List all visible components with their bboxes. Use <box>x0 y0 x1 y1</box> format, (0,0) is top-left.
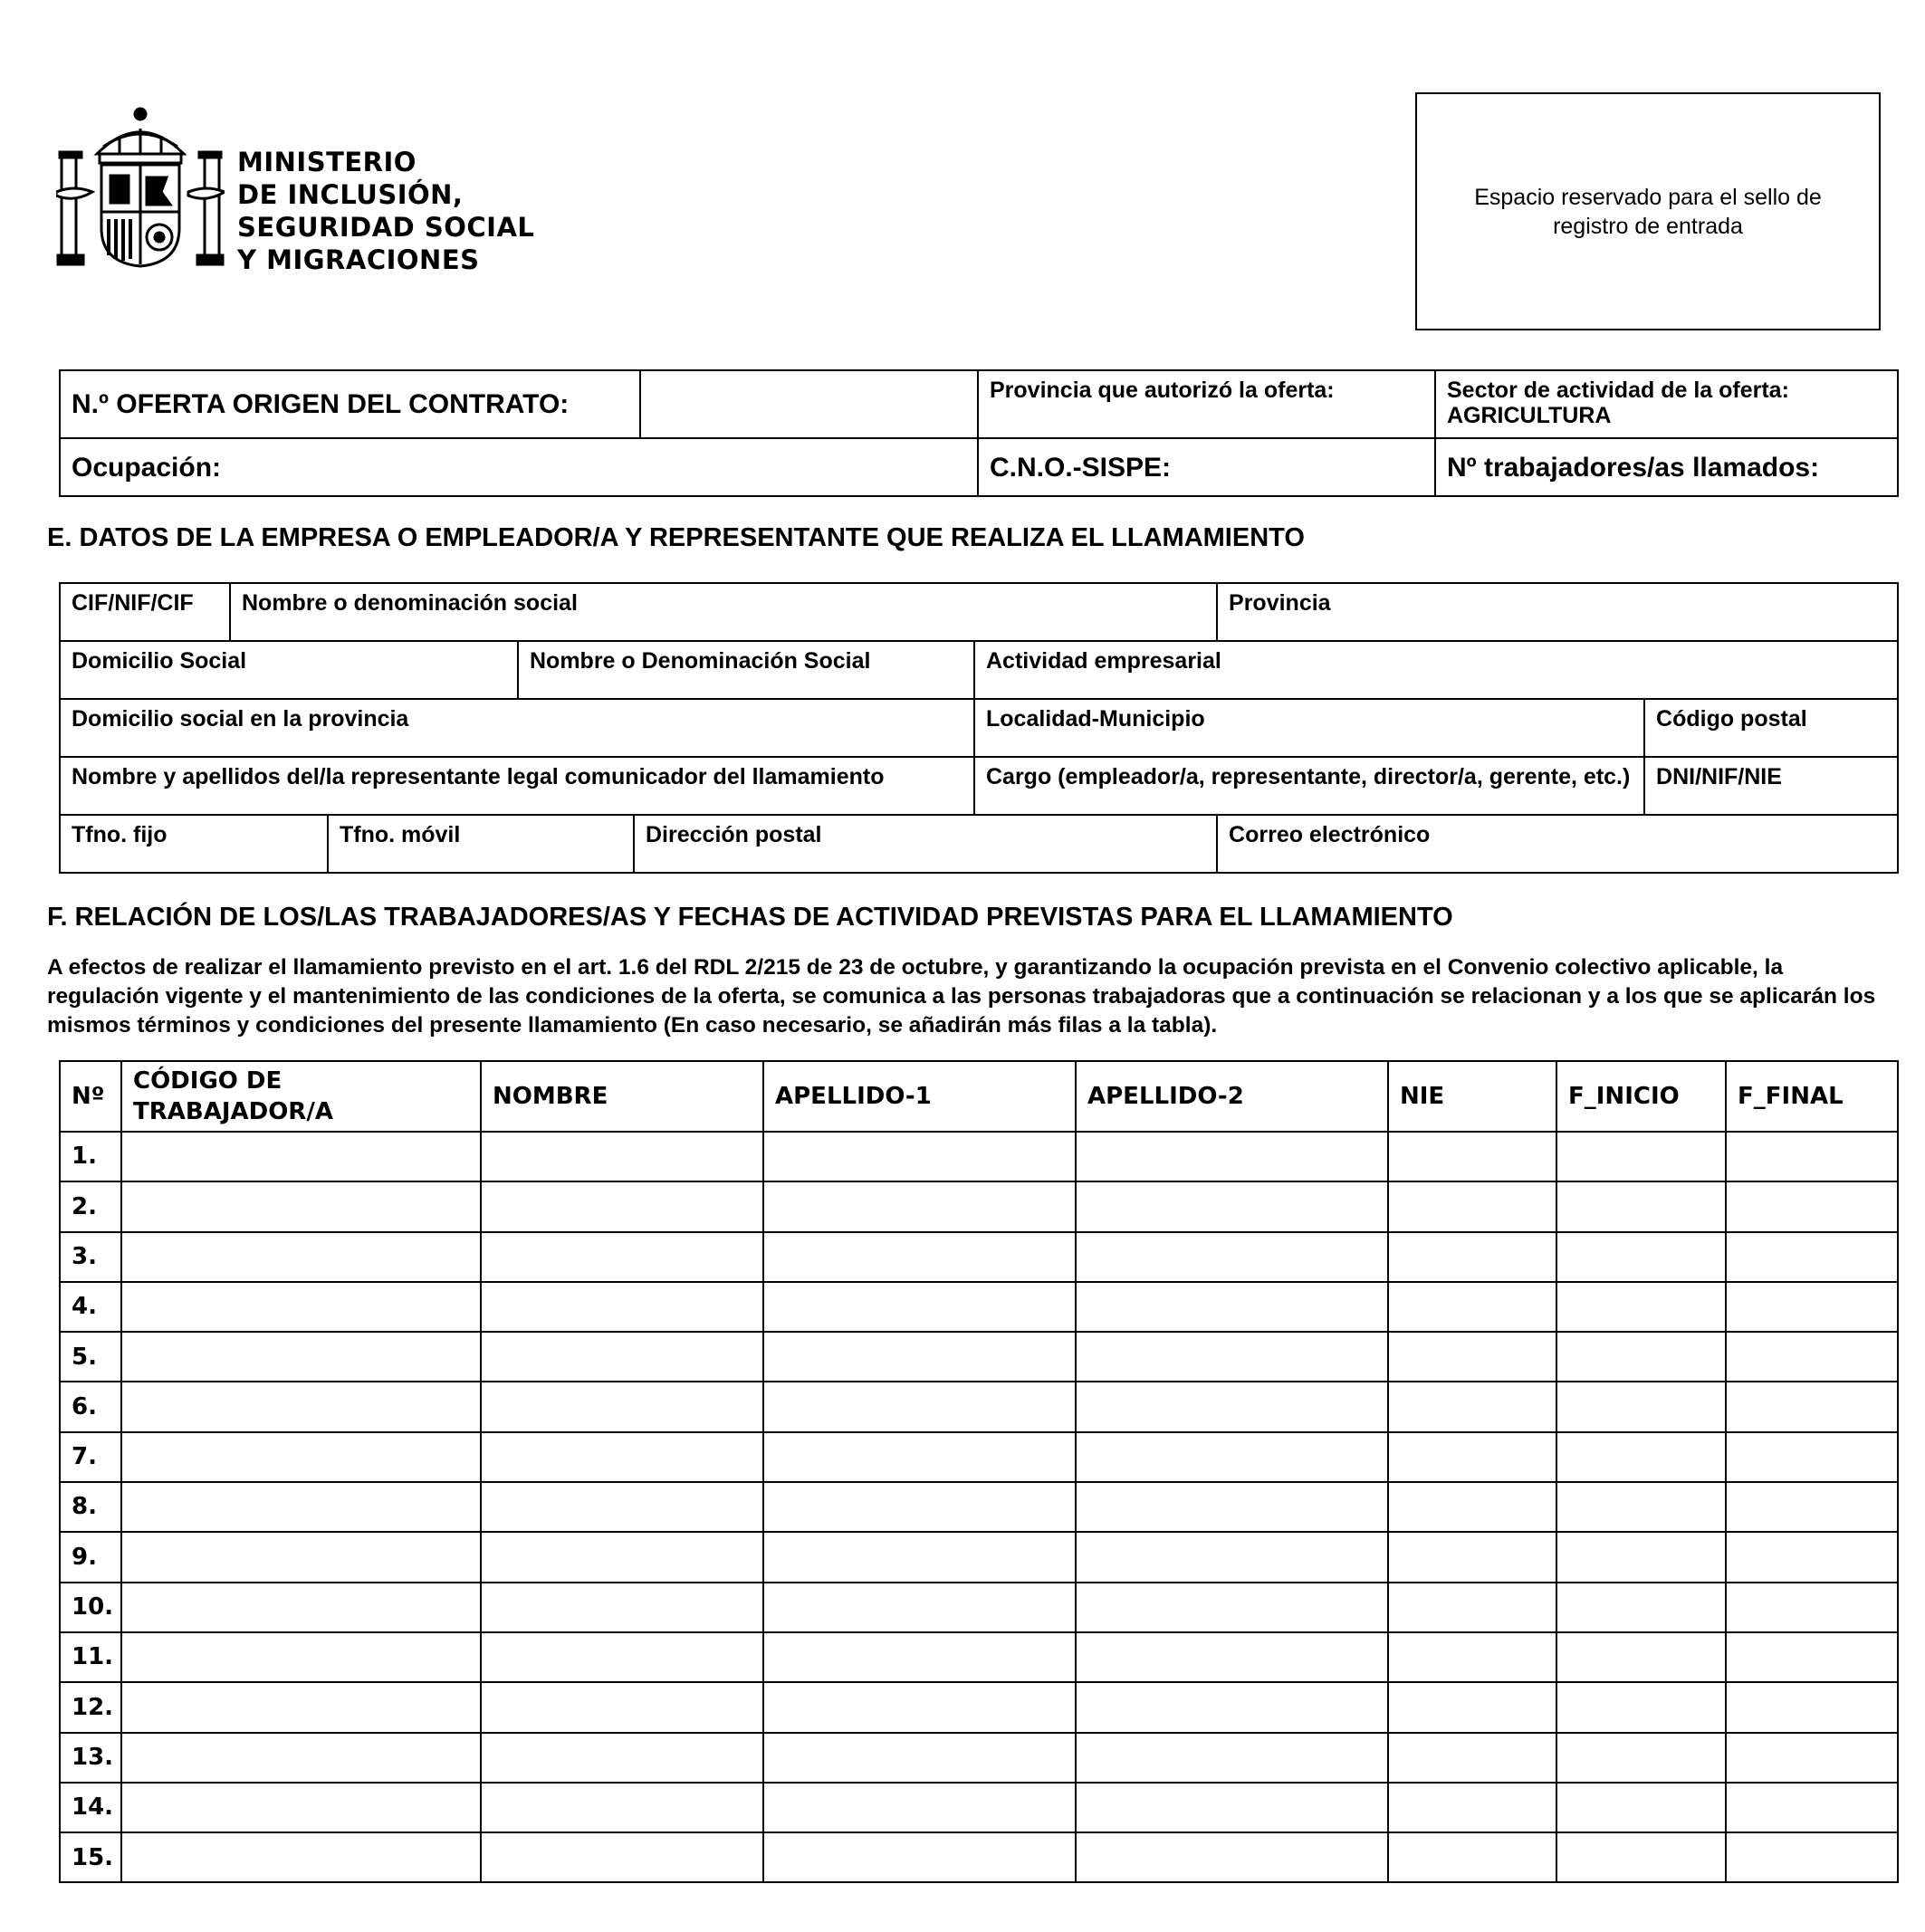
worker-start-date-cell[interactable] <box>1556 1181 1726 1231</box>
worker-surname-1-cell[interactable] <box>763 1132 1076 1181</box>
worker-code-cell[interactable] <box>121 1332 481 1382</box>
worker-surname-2-cell[interactable] <box>1076 1332 1388 1382</box>
row-number: 11. <box>60 1632 121 1682</box>
business-activity-field[interactable]: Actividad empresarial <box>974 641 1898 699</box>
table-row <box>60 1282 1898 1332</box>
worker-surname-1-cell[interactable] <box>763 1583 1076 1632</box>
worker-code-cell[interactable] <box>121 1783 481 1832</box>
table-row <box>60 1682 1898 1732</box>
mobile-field[interactable]: Tfno. móvil <box>328 815 634 873</box>
col-header-worker-code: CÓDIGO DE TRABAJADOR/A <box>121 1061 481 1132</box>
worker-code-cell[interactable] <box>121 1733 481 1783</box>
section-f-title: F. RELACIÓN DE LOS/LAS TRABAJADORES/AS Y FECHAS DE ACTIVIDAD PREVISTAS PARA EL LLAMAMIENTO <box>47 903 1453 932</box>
worker-start-date-cell[interactable] <box>1556 1482 1726 1532</box>
worker-name-cell[interactable] <box>481 1832 763 1882</box>
worker-start-date-cell[interactable] <box>1556 1332 1726 1382</box>
offer-number-label: N.º OFERTA ORIGEN DEL CONTRATO: <box>60 370 640 438</box>
worker-surname-1-cell[interactable] <box>763 1783 1076 1832</box>
worker-surname-2-cell[interactable] <box>1076 1583 1388 1632</box>
workers-count-field[interactable]: Nº trabajadores/as llamados: <box>1435 438 1898 496</box>
worker-end-date-cell[interactable] <box>1726 1532 1898 1582</box>
workers-table <box>59 1060 1899 1883</box>
col-header-end-date: F_FINAL <box>1726 1061 1898 1132</box>
table-row <box>60 1532 1898 1582</box>
worker-name-cell[interactable] <box>481 1583 763 1632</box>
worker-name-cell[interactable] <box>481 1482 763 1532</box>
table-row <box>60 1783 1898 1832</box>
worker-nie-cell[interactable] <box>1388 1482 1556 1532</box>
sector-label: Sector de actividad de la oferta: <box>1447 378 1789 403</box>
worker-surname-2-cell[interactable] <box>1076 1532 1388 1582</box>
worker-end-date-cell[interactable] <box>1726 1482 1898 1532</box>
worker-surname-1-cell[interactable] <box>763 1332 1076 1382</box>
worker-end-date-cell[interactable] <box>1726 1632 1898 1682</box>
worker-surname-2-cell[interactable] <box>1076 1232 1388 1282</box>
row-number: 15. <box>60 1832 121 1882</box>
row-number: 13. <box>60 1733 121 1783</box>
worker-end-date-cell[interactable] <box>1726 1432 1898 1482</box>
col-header-surname-2: APELLIDO-2 <box>1076 1061 1388 1132</box>
worker-start-date-cell[interactable] <box>1556 1282 1726 1332</box>
table-row <box>60 1632 1898 1682</box>
worker-start-date-cell[interactable] <box>1556 1532 1726 1582</box>
table-row <box>60 1132 1898 1181</box>
worker-nie-cell[interactable] <box>1388 1632 1556 1682</box>
table-row <box>60 1181 1898 1231</box>
row-number: 9. <box>60 1532 121 1582</box>
worker-name-cell[interactable] <box>481 1282 763 1332</box>
worker-nie-cell[interactable] <box>1388 1532 1556 1582</box>
postal-code-field[interactable]: Código postal <box>1644 699 1898 757</box>
worker-surname-2-cell[interactable] <box>1076 1482 1388 1532</box>
worker-start-date-cell[interactable] <box>1556 1783 1726 1832</box>
email-field[interactable]: Correo electrónico <box>1217 815 1898 873</box>
worker-surname-2-cell[interactable] <box>1076 1382 1388 1431</box>
worker-code-cell[interactable] <box>121 1832 481 1882</box>
table-row <box>60 1832 1898 1882</box>
worker-name-cell[interactable] <box>481 1132 763 1181</box>
offer-table <box>59 369 1899 497</box>
worker-nie-cell[interactable] <box>1388 1132 1556 1181</box>
worker-nie-cell[interactable] <box>1388 1382 1556 1431</box>
worker-end-date-cell[interactable] <box>1726 1282 1898 1332</box>
registration-stamp-box <box>1415 92 1881 330</box>
worker-code-cell[interactable] <box>121 1382 481 1431</box>
row-number: 8. <box>60 1482 121 1532</box>
locality-field[interactable]: Localidad-Municipio <box>974 699 1644 757</box>
table-row <box>60 1332 1898 1382</box>
worker-nie-cell[interactable] <box>1388 1583 1556 1632</box>
worker-name-cell[interactable] <box>481 1232 763 1282</box>
sector-value: AGRICULTURA <box>1447 402 1612 428</box>
worker-nie-cell[interactable] <box>1388 1832 1556 1882</box>
worker-surname-2-cell[interactable] <box>1076 1282 1388 1332</box>
worker-code-cell[interactable] <box>121 1583 481 1632</box>
worker-nie-cell[interactable] <box>1388 1783 1556 1832</box>
row-number: 4. <box>60 1282 121 1332</box>
worker-end-date-cell[interactable] <box>1726 1232 1898 1282</box>
table-row <box>60 1482 1898 1532</box>
table-row <box>60 1382 1898 1431</box>
worker-name-cell[interactable] <box>481 1332 763 1382</box>
col-header-number: Nº <box>60 1061 121 1132</box>
worker-end-date-cell[interactable] <box>1726 1682 1898 1732</box>
landline-field[interactable]: Tfno. fijo <box>60 815 328 873</box>
worker-start-date-cell[interactable] <box>1556 1632 1726 1682</box>
worker-surname-1-cell[interactable] <box>763 1632 1076 1682</box>
worker-nie-cell[interactable] <box>1388 1733 1556 1783</box>
row-number: 6. <box>60 1382 121 1431</box>
worker-surname-1-cell[interactable] <box>763 1482 1076 1532</box>
worker-code-cell[interactable] <box>121 1232 481 1282</box>
worker-surname-1-cell[interactable] <box>763 1282 1076 1332</box>
worker-surname-2-cell[interactable] <box>1076 1432 1388 1482</box>
worker-code-cell[interactable] <box>121 1532 481 1582</box>
offer-sector-field[interactable] <box>1435 370 1898 438</box>
worker-name-cell[interactable] <box>481 1532 763 1582</box>
ministry-line: SEGURIDAD SOCIAL <box>237 212 535 243</box>
representative-name-field[interactable]: Nombre y apellidos del/la representante legal comunicador del llamamiento <box>60 757 974 815</box>
occupation-field[interactable]: Ocupación: <box>60 438 978 496</box>
registered-address-field[interactable]: Domicilio Social <box>60 641 518 699</box>
worker-rows <box>60 1132 1898 1882</box>
company-name-field[interactable]: Nombre o denominación social <box>230 583 1217 641</box>
row-number: 1. <box>60 1132 121 1181</box>
worker-end-date-cell[interactable] <box>1726 1332 1898 1382</box>
offer-province-field[interactable]: Provincia que autorizó la oferta: <box>978 370 1435 438</box>
worker-start-date-cell[interactable] <box>1556 1432 1726 1482</box>
row-number: 5. <box>60 1332 121 1382</box>
worker-name-cell[interactable] <box>481 1682 763 1732</box>
province-address-field[interactable]: Domicilio social en la provincia <box>60 699 974 757</box>
company-name-2-field[interactable]: Nombre o Denominación Social <box>518 641 974 699</box>
worker-surname-1-cell[interactable] <box>763 1181 1076 1231</box>
row-number: 14. <box>60 1783 121 1832</box>
ministry-name <box>237 146 534 276</box>
col-header-surname-1: APELLIDO-1 <box>763 1061 1076 1132</box>
offer-number-field[interactable] <box>640 370 978 438</box>
worker-start-date-cell[interactable] <box>1556 1232 1726 1282</box>
worker-surname-2-cell[interactable] <box>1076 1733 1388 1783</box>
worker-end-date-cell[interactable] <box>1726 1733 1898 1783</box>
row-number: 10. <box>60 1583 121 1632</box>
worker-start-date-cell[interactable] <box>1556 1583 1726 1632</box>
postal-address-field[interactable]: Dirección postal <box>634 815 1217 873</box>
worker-surname-1-cell[interactable] <box>763 1432 1076 1482</box>
worker-start-date-cell[interactable] <box>1556 1382 1726 1431</box>
worker-nie-cell[interactable] <box>1388 1432 1556 1482</box>
worker-code-cell[interactable] <box>121 1682 481 1732</box>
worker-code-cell[interactable] <box>121 1432 481 1482</box>
stamp-text: Espacio reservado para el sello de registro de entrada <box>1474 184 1822 239</box>
row-number: 7. <box>60 1432 121 1482</box>
worker-surname-2-cell[interactable] <box>1076 1682 1388 1732</box>
worker-surname-2-cell[interactable] <box>1076 1181 1388 1231</box>
worker-nie-cell[interactable] <box>1388 1181 1556 1231</box>
worker-end-date-cell[interactable] <box>1726 1181 1898 1231</box>
representative-dni-field[interactable]: DNI/NIF/NIE <box>1644 757 1898 815</box>
worker-end-date-cell[interactable] <box>1726 1832 1898 1882</box>
row-number: 3. <box>60 1232 121 1282</box>
worker-surname-1-cell[interactable] <box>763 1682 1076 1732</box>
worker-surname-2-cell[interactable] <box>1076 1832 1388 1882</box>
worker-nie-cell[interactable] <box>1388 1232 1556 1282</box>
worker-surname-2-cell[interactable] <box>1076 1783 1388 1832</box>
representative-role-field[interactable]: Cargo (empleador/a, representante, director/a, gerente, etc.) <box>974 757 1644 815</box>
worker-name-cell[interactable] <box>481 1432 763 1482</box>
worker-end-date-cell[interactable] <box>1726 1583 1898 1632</box>
worker-start-date-cell[interactable] <box>1556 1682 1726 1732</box>
cif-field[interactable]: CIF/NIF/CIF <box>60 583 230 641</box>
row-number: 12. <box>60 1682 121 1732</box>
worker-name-cell[interactable] <box>481 1733 763 1783</box>
table-row <box>60 1432 1898 1482</box>
table-row <box>60 1733 1898 1783</box>
cno-sispe-field[interactable]: C.N.O.-SISPE: <box>978 438 1435 496</box>
section-f-intro: A efectos de realizar el llamamiento previsto en el art. 1.6 del RDL 2/215 de 23 de octubre, y garantizando la ocupación prevista en el Convenio colectivo aplicable, la regulación vigente y el mantenimiento de las condiciones de la oferta, se comunica a las personas trabajadoras que a continuación se relacionan y a los que se aplicarán los mismos términos y condiciones del presente llamamiento (En caso necesario, se añadirán más filas a la tabla). <box>47 955 1876 1038</box>
worker-nie-cell[interactable] <box>1388 1682 1556 1732</box>
worker-name-cell[interactable] <box>481 1783 763 1832</box>
worker-code-cell[interactable] <box>121 1632 481 1682</box>
worker-nie-cell[interactable] <box>1388 1282 1556 1332</box>
table-row <box>60 1583 1898 1632</box>
table-row <box>60 1232 1898 1282</box>
ministry-line: DE INCLUSIÓN, <box>237 179 464 210</box>
section-e-title: E. DATOS DE LA EMPRESA O EMPLEADOR/A Y REPRESENTANTE QUE REALIZA EL LLAMAMIENTO <box>47 523 1305 552</box>
worker-nie-cell[interactable] <box>1388 1332 1556 1382</box>
worker-name-cell[interactable] <box>481 1632 763 1682</box>
company-data-table <box>59 582 1899 874</box>
worker-start-date-cell[interactable] <box>1556 1132 1726 1181</box>
worker-end-date-cell[interactable] <box>1726 1132 1898 1181</box>
worker-name-cell[interactable] <box>481 1382 763 1431</box>
ministry-line: MINISTERIO <box>237 147 417 177</box>
worker-start-date-cell[interactable] <box>1556 1832 1726 1882</box>
worker-surname-1-cell[interactable] <box>763 1832 1076 1882</box>
worker-name-cell[interactable] <box>481 1181 763 1231</box>
worker-surname-1-cell[interactable] <box>763 1382 1076 1431</box>
worker-code-cell[interactable] <box>121 1282 481 1332</box>
worker-code-cell[interactable] <box>121 1181 481 1231</box>
ministry-line: Y MIGRACIONES <box>237 244 480 275</box>
col-header-name: NOMBRE <box>481 1061 763 1132</box>
worker-surname-1-cell[interactable] <box>763 1733 1076 1783</box>
row-number: 2. <box>60 1181 121 1231</box>
worker-surname-1-cell[interactable] <box>763 1532 1076 1582</box>
company-province-field[interactable]: Provincia <box>1217 583 1898 641</box>
col-header-nie: NIE <box>1388 1061 1556 1132</box>
worker-end-date-cell[interactable] <box>1726 1783 1898 1832</box>
worker-code-cell[interactable] <box>121 1482 481 1532</box>
coat-of-arms-logo <box>56 101 225 273</box>
col-header-start-date: F_INICIO <box>1556 1061 1726 1132</box>
worker-surname-2-cell[interactable] <box>1076 1632 1388 1682</box>
worker-code-cell[interactable] <box>121 1132 481 1181</box>
worker-end-date-cell[interactable] <box>1726 1382 1898 1431</box>
worker-surname-2-cell[interactable] <box>1076 1132 1388 1181</box>
worker-surname-1-cell[interactable] <box>763 1232 1076 1282</box>
worker-start-date-cell[interactable] <box>1556 1733 1726 1783</box>
